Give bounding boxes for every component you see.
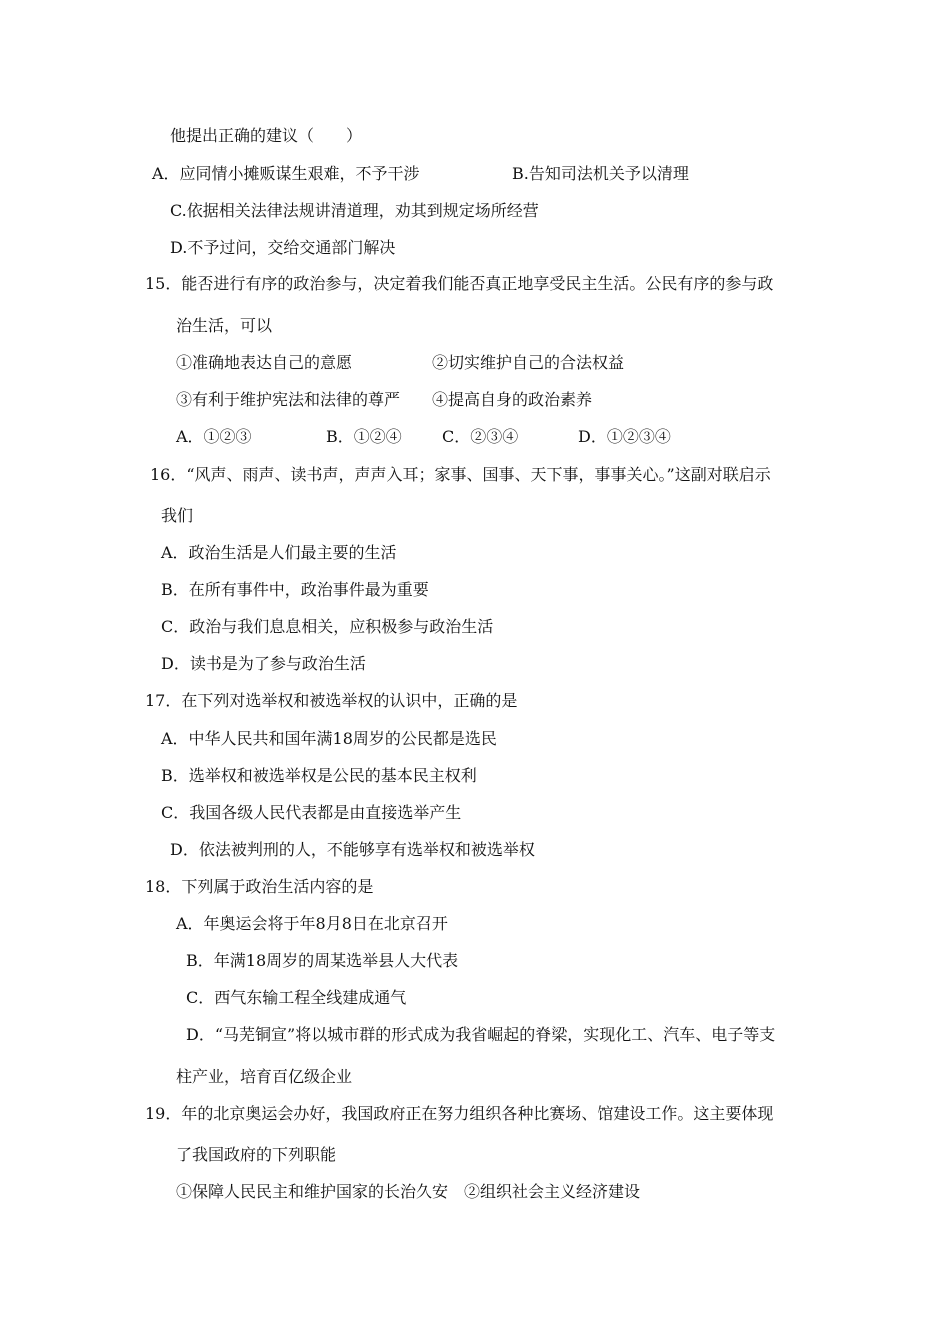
q14-option-c: C.依据相关法律法规讲清道理，劝其到规定场所经营 — [170, 201, 539, 220]
q15-option-d: D．①②③④ — [578, 427, 671, 446]
q15-stem-line2: 治生活，可以 — [176, 316, 273, 335]
q19-stem-line1: 19．年的北京奥运会办好，我国政府正在努力组织各种比赛场、馆建设工作。这主要体现 — [145, 1104, 774, 1123]
q16-option-d: D．读书是为了参与政治生活 — [161, 654, 366, 673]
q14-option-d: D.不予过问，交给交通部门解决 — [170, 238, 396, 257]
q16-stem-line2: 我们 — [161, 506, 194, 525]
q19-stem-line2: 了我国政府的下列职能 — [176, 1145, 337, 1164]
q16-option-a: A．政治生活是人们最主要的生活 — [161, 543, 397, 562]
q14-option-b: B.告知司法机关予以清理 — [512, 164, 689, 183]
q15-option-b: B．①②④ — [326, 427, 402, 446]
q18-stem: 18．下列属于政治生活内容的是 — [145, 877, 374, 896]
q15-item-4: ④提高自身的政治素养 — [432, 390, 593, 409]
q15-item-2: ②切实维护自己的合法权益 — [432, 353, 625, 372]
q15-item-3: ③有利于维护宪法和法律的尊严 — [176, 390, 401, 409]
q17-option-b: B．选举权和被选举权是公民的基本民主权利 — [161, 766, 477, 785]
q17-option-d: D．依法被判刑的人，不能够享有选举权和被选举权 — [170, 840, 535, 859]
q17-option-a: A．中华人民共和国年满18周岁的公民都是选民 — [161, 729, 497, 748]
q15-option-a: A．①②③ — [176, 427, 252, 446]
q18-option-a: A．年奥运会将于年8月8日在北京召开 — [176, 914, 448, 933]
q14-option-a: A．应同情小摊贩谋生艰难，不予干涉 — [152, 164, 420, 183]
q14-stem-continuation: 他提出正确的建议（ ） — [170, 126, 363, 145]
q16-stem-line1: 16．“风声、雨声、读书声，声声入耳；家事、国事、天下事，事事关心。”这副对联启示 — [150, 465, 771, 484]
q19-items: ①保障人民民主和维护国家的长治久安 ②组织社会主义经济建设 — [176, 1182, 641, 1201]
q16-option-b: B．在所有事件中，政治事件最为重要 — [161, 580, 429, 599]
q18-option-d-line2: 柱产业，培育百亿级企业 — [176, 1067, 353, 1086]
q18-option-c: C．西气东输工程全线建成通气 — [186, 988, 407, 1007]
q17-stem: 17．在下列对选举权和被选举权的认识中，正确的是 — [145, 691, 518, 710]
q15-item-1: ①准确地表达自己的意愿 — [176, 353, 353, 372]
q16-option-c: C．政治与我们息息相关，应积极参与政治生活 — [161, 617, 494, 636]
q15-stem-line1: 15．能否进行有序的政治参与，决定着我们能否真正地享受民主生活。公民有序的参与政 — [145, 274, 774, 293]
q17-option-c: C．我国各级人民代表都是由直接选举产生 — [161, 803, 462, 822]
q18-option-d-line1: D．“马芜铜宣”将以城市群的形式成为我省崛起的脊梁，实现化工、汽车、电子等支 — [186, 1025, 776, 1044]
q18-option-b: B．年满18周岁的周某选举县人大代表 — [186, 951, 459, 970]
q15-option-c: C．②③④ — [442, 427, 519, 446]
